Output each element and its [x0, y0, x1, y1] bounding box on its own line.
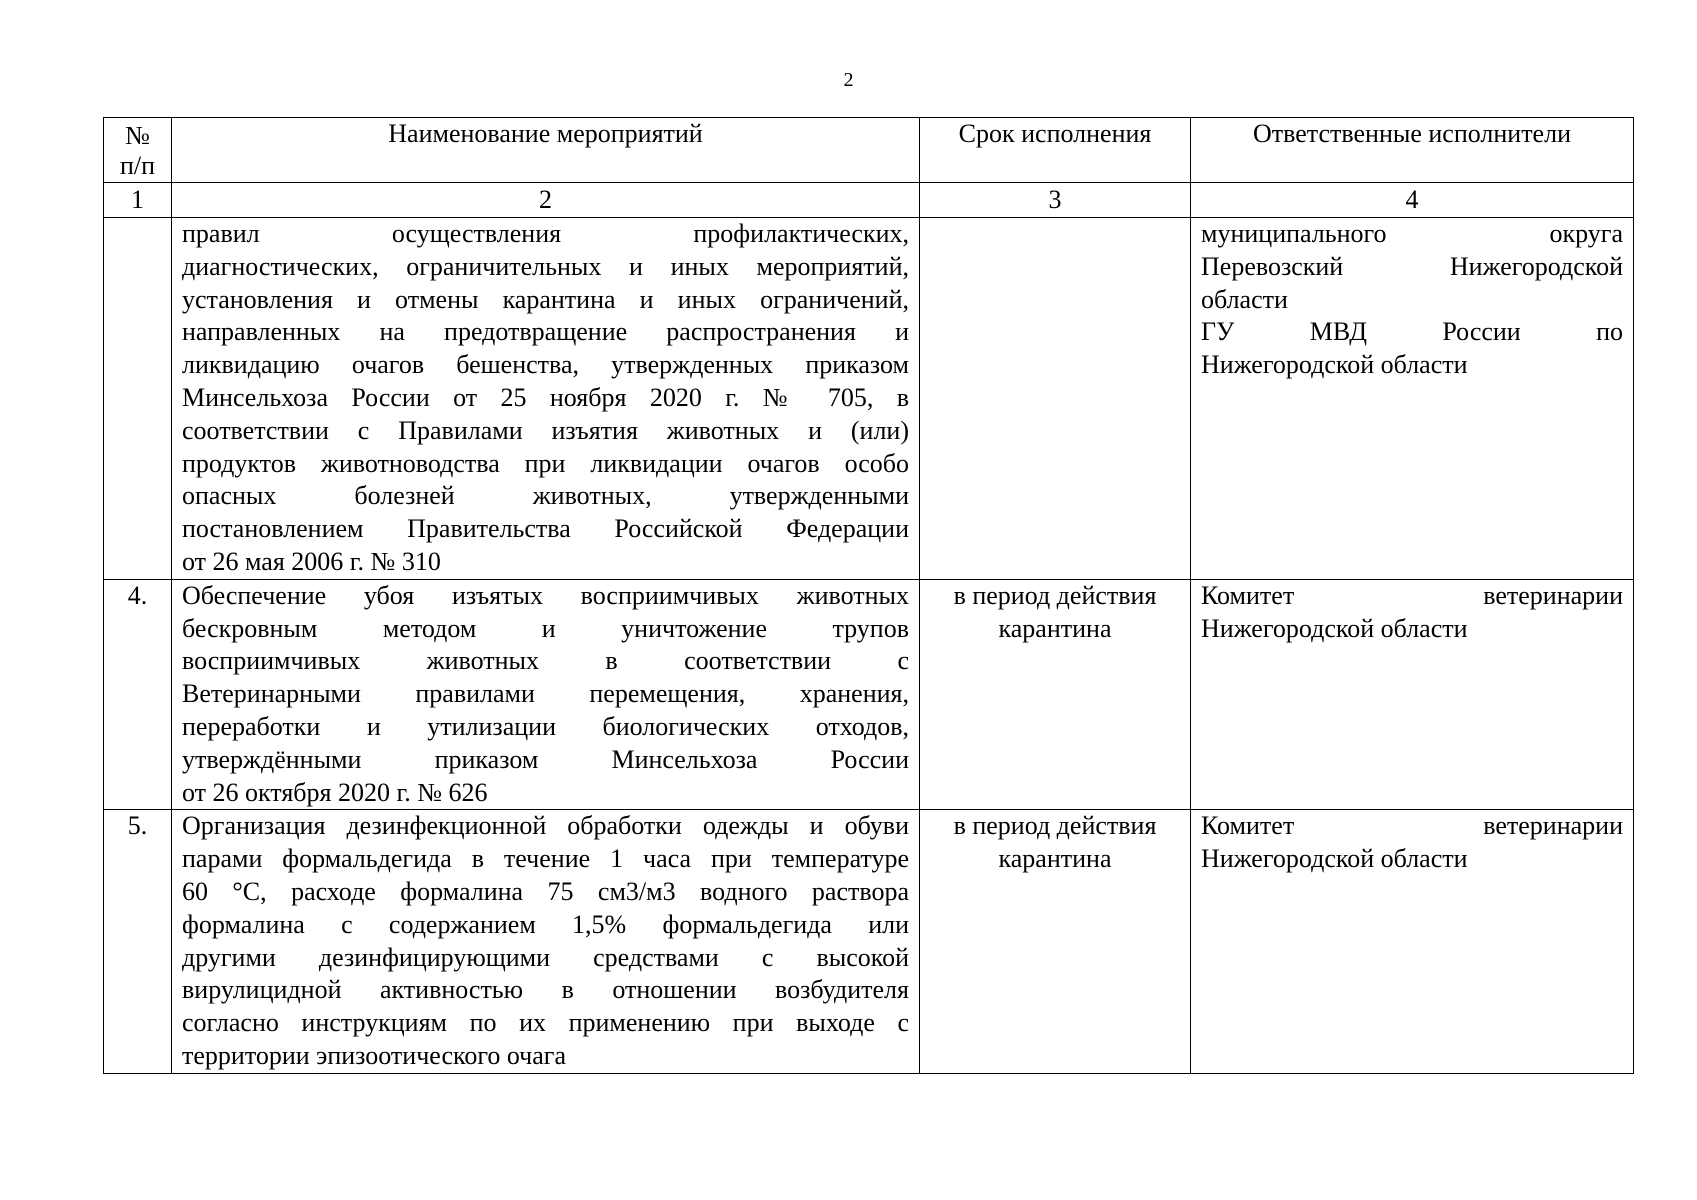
cell-line: парами формальдегида в течение 1 часа при температуре: [182, 844, 909, 874]
column-index-1: 1: [104, 183, 172, 218]
cell-line: Организация дезинфекционной обработки одежды и обуви: [182, 811, 909, 841]
cell-line: 60 °С, расходе формалина 75 см3/м3 водного раствора: [182, 876, 909, 906]
cell-line: утверждёнными приказом Минсельхоза России: [182, 744, 909, 774]
row-term: [920, 218, 1191, 580]
header-num-line-2: п/п: [119, 151, 156, 180]
cell-line: диагностических, ограничительных и иных мероприятий,: [182, 251, 909, 281]
cell-line: Минсельхоза России от 25 ноября 2020 г. № 705, в: [182, 382, 909, 412]
row-responsible: [1191, 579, 1634, 810]
cell-line: Комитет ветеринарии: [1201, 580, 1623, 610]
header-responsible: Ответственные исполнители: [1191, 118, 1634, 183]
page-number: 2: [843, 69, 854, 91]
row-num: [104, 218, 172, 580]
table-row: [104, 579, 1634, 810]
cell-line: в период действия: [953, 580, 1157, 610]
measures-table: [103, 117, 1634, 1074]
row-name: [172, 218, 920, 580]
header-num: [104, 118, 172, 183]
cell-line: бескровным методом и уничтожение трупов: [182, 613, 909, 643]
cell-line: продуктов животноводства при ликвидации очагов особо: [182, 448, 909, 478]
cell-line: области: [1201, 284, 1288, 314]
cell-line: вирулицидной активностью в отношении возбудителя: [182, 975, 909, 1005]
row-num: 5.: [104, 810, 172, 1073]
cell-line: согласно инструкциям по их применению при выходе с: [182, 1008, 909, 1038]
cell-line: Перевозский Нижегородской: [1201, 251, 1623, 281]
cell-line: опасных болезней животных, утвержденными: [182, 481, 909, 511]
cell-line: от 26 мая 2006 г. № 310: [182, 546, 441, 576]
cell-line: Нижегородской области: [1201, 613, 1468, 643]
column-index-3: 3: [920, 183, 1191, 218]
table-row: [104, 218, 1634, 580]
row-num: 4.: [104, 579, 172, 810]
cell-line: восприимчивых животных в соответствии с: [182, 646, 909, 676]
column-index-4: 4: [1191, 183, 1634, 218]
cell-line: карантина: [998, 613, 1112, 643]
cell-line: переработки и утилизации биологических отходов,: [182, 711, 909, 741]
cell-line: правил осуществления профилактических,: [182, 219, 909, 248]
row-name: [172, 810, 920, 1073]
table-row: [104, 810, 1634, 1073]
row-term: [920, 579, 1191, 810]
header-name: Наименование мероприятий: [172, 118, 920, 183]
cell-line: Обеспечение убоя изъятых восприимчивых животных: [182, 580, 909, 610]
column-index-row: [104, 183, 1634, 218]
table-header-row: [104, 118, 1634, 183]
cell-line: территории эпизоотического очага: [182, 1040, 566, 1070]
cell-line: ГУ МВД России по: [1201, 317, 1623, 347]
cell-line: ликвидацию очагов бешенства, утвержденных приказом: [182, 350, 909, 380]
header-term: Срок исполнения: [920, 118, 1191, 183]
cell-line: направленных на предотвращение распространения и: [182, 317, 909, 347]
cell-line: Ветеринарными правилами перемещения, хранения,: [182, 679, 909, 709]
cell-line: Нижегородской области: [1201, 844, 1468, 874]
row-term: [920, 810, 1191, 1073]
cell-line: другими дезинфицирующими средствами с высокой: [182, 942, 909, 972]
cell-line: Нижегородской области: [1201, 350, 1468, 380]
cell-line: в период действия: [953, 811, 1157, 841]
cell-line: постановлением Правительства Российской Федерации: [182, 514, 909, 544]
cell-line: карантина: [998, 844, 1112, 874]
row-name: [172, 579, 920, 810]
header-num-line-1: №: [125, 121, 150, 150]
column-index-2: 2: [172, 183, 920, 218]
row-responsible: [1191, 810, 1634, 1073]
cell-line: Комитет ветеринарии: [1201, 811, 1623, 841]
cell-line: муниципального округа: [1201, 219, 1623, 248]
cell-line: установления и отмены карантина и иных ограничений,: [182, 284, 909, 314]
cell-line: формалина с содержанием 1,5% формальдегида или: [182, 909, 909, 939]
row-responsible: [1191, 218, 1634, 580]
cell-line: соответствии с Правилами изъятия животных и (или): [182, 415, 909, 445]
cell-line: от 26 октября 2020 г. № 626: [182, 777, 488, 807]
